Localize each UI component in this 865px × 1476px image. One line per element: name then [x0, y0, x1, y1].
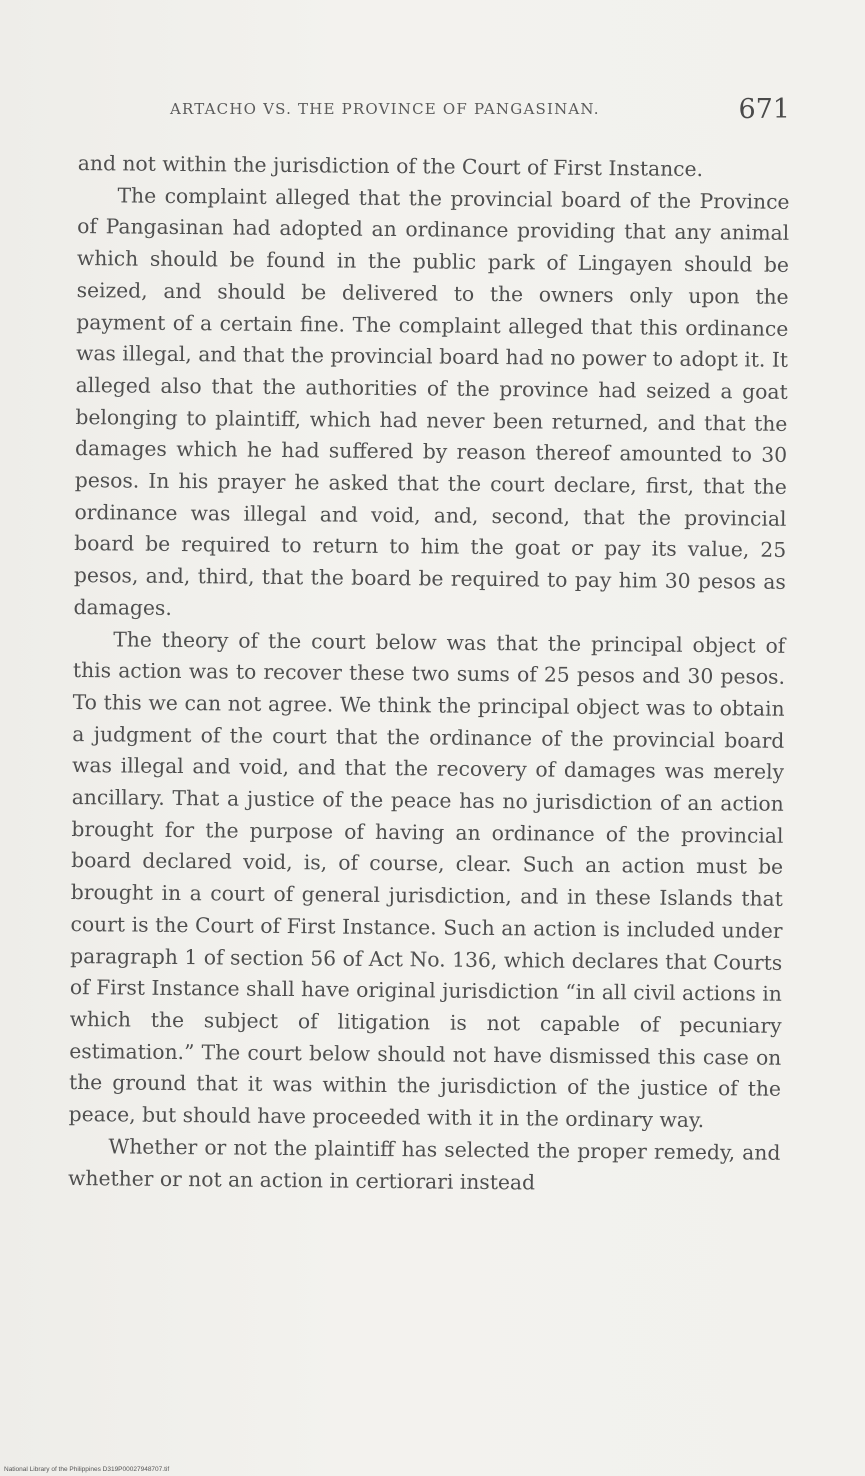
- scan-credit: National Library of the Philippines D319P00027948707.tif: [4, 1466, 170, 1473]
- paragraph-remedy: Whether or not the plaintiff has selected the proper remedy, and whether or not an action in certiorari instead: [68, 1134, 781, 1194]
- running-head: ARTACHO VS. THE PROVINCE OF PANGASINAN.: [170, 100, 600, 118]
- paragraph-theory: The theory of the court below was that the principal object of this action was to recover these two sums of 25 pesos and 30 pesos. To this we can not agree. We think the principal object was to obtain a judgment of the court that the ordinance of the provincial board was illegal and void, and that the recovery of damages was merely ancillary. That a justice of the peace has no jurisdiction of an action brought for the purpose of having an ordinance of the provincial board declared void, is, of course, clear. Such an action must be brought in a court of general jurisdiction, and in these Islands that court is the Court of First Instance. Such an action is included under paragraph 1 of section 56 of Act No. 136, which declares that Courts of First Instance shall have original jurisdiction “in all civil actions in which the subject of litigation is not capable of pecuniary estimation.” The court below should not have dismissed this case on the ground that it was within the jurisdiction of the justice of the peace, but should have proceeded with it in the ordinary way.: [68, 626, 786, 1133]
- page-header: [170, 94, 790, 134]
- paragraph-continuation: and not within the jurisdiction of the Court of First Instance.: [77, 150, 704, 182]
- page-number: 671: [738, 94, 790, 125]
- paragraph-complaint: The complaint alleged that the provincial board of the Province of Pangasinan had adopted an ordinance providing that any animal which should be found in the public park of Lingayen should be seized, and should be delivered to the owners only upon the payment of a certain fine. The complaint alleged that this ordinance was illegal, and that the provincial board had no power to adopt it. It alleged also that the authorities of the province had seized a goat belonging to plaintiff, which had never been returned, and that the damages which he had suffered by reason thereof amounted to 30 pesos. In his prayer he asked that the court declare, first, that the ordinance was illegal and void, and, second, that the provincial board be required to return to him the goat or pay its value, 25 pesos, and, third, that the board be required to pay him 30 pesos as damages.: [73, 183, 790, 620]
- body-text: [68, 148, 790, 1201]
